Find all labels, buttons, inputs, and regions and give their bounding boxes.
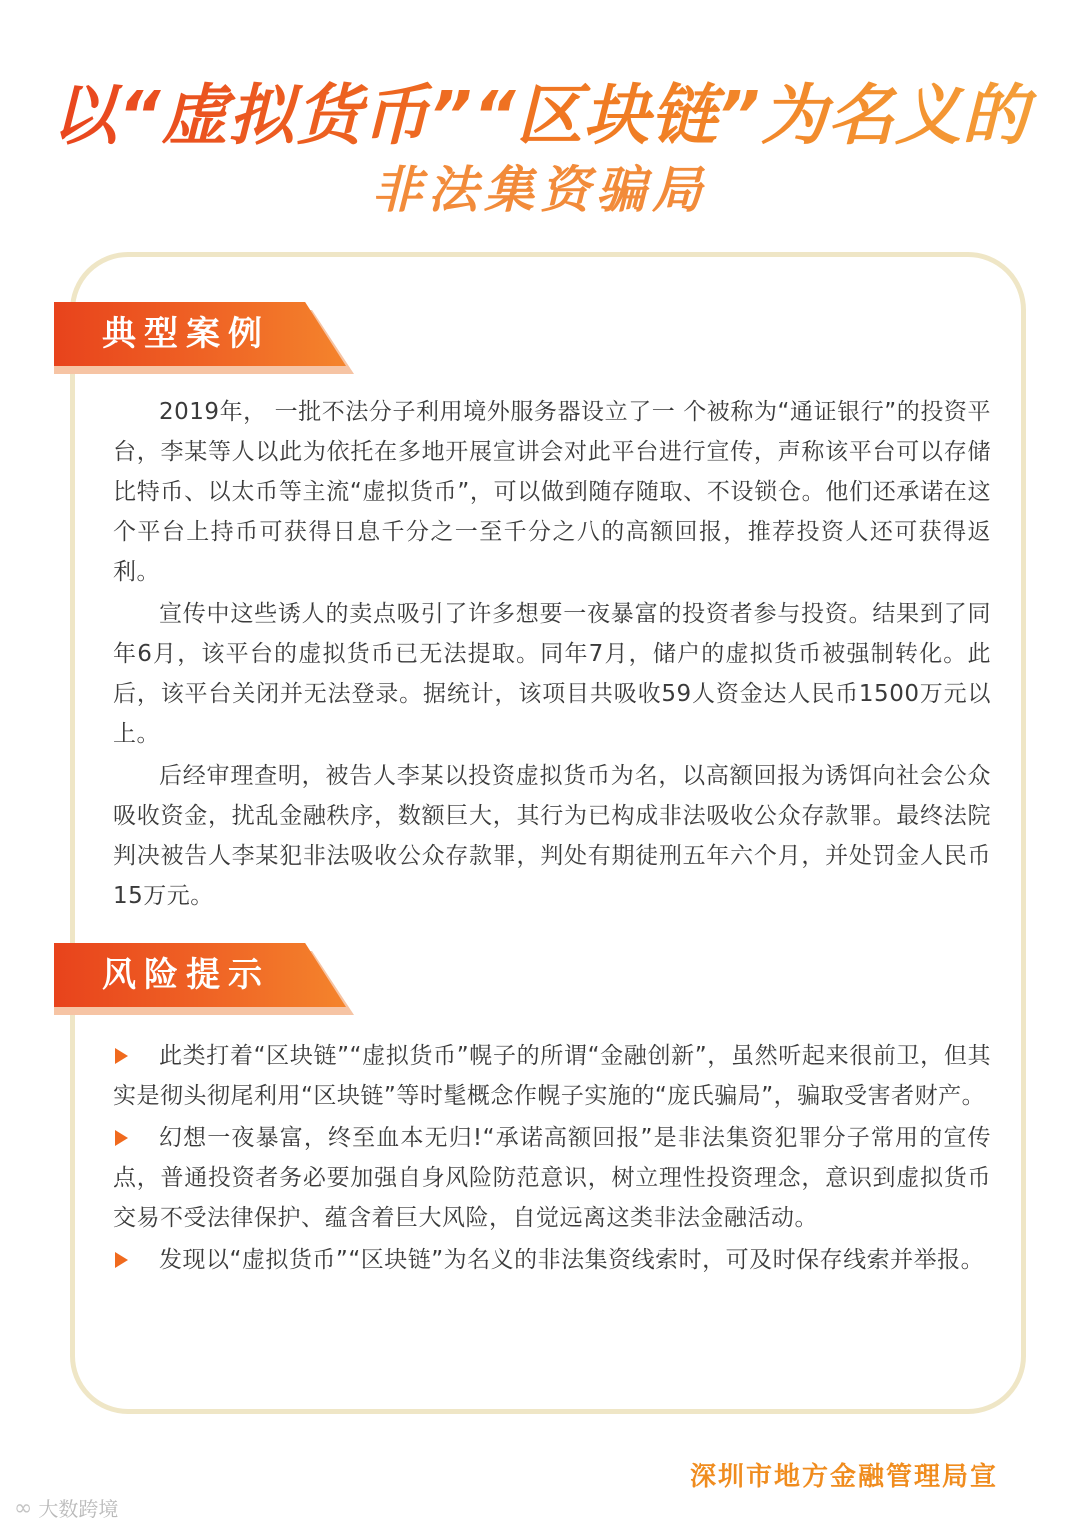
section-heading-risk: 风险提示 — [102, 955, 270, 995]
risk-item — [113, 1118, 991, 1238]
risk-item-text: 发现以“虚拟货币”“区块链”为名义的非法集资线索时，可及时保存线索并举报。 — [159, 1247, 985, 1273]
watermark — [14, 1494, 118, 1524]
risk-item-text: 幻想一夜暴富，终至血本无归!“承诺高额回报”是非法集资犯罪分子常用的宣传点，普通投资者务必要加强自身风险防范意识，树立理性投资理念，意识到虚拟货币交易不受法律保护、蕴含着巨大风险，自觉远离这类非法金融活动。 — [113, 1125, 991, 1231]
triangle-bullet-icon — [115, 1252, 128, 1268]
case-paragraph: 宣传中这些诱人的卖点吸引了许多想要一夜暴富的投资者参与投资。结果到了同年6月，该平台的虚拟货币已无法提取。同年7月，储户的虚拟货币被强制转化。此后，该平台关闭并无法登录。据统计，该项目共吸收59人资金达人民币1500万元以上。 — [113, 601, 991, 747]
watermark-text: 大数跨境 — [38, 1497, 119, 1521]
page-subtitle: 非法集资骗局 — [372, 161, 708, 219]
section-heading-case: 典型案例 — [102, 314, 270, 354]
risk-item — [113, 1240, 991, 1280]
case-paragraph: 2019年， 一批不法分子利用境外服务器设立了一 个被称为“通证银行”的投资平台，李某等人以此为依托在多地开展宣讲会对此平台进行宣传，声称该平台可以存储比特币、以太币等主流“虚拟货币”，可以做到随存随取、不设锁仓。他们还承诺在这个平台上持币可获得日息千分之一至千分之八的高额回报，推荐投资人还可获得返利。 — [113, 399, 991, 585]
section-tag-case — [54, 302, 354, 366]
risk-item-text: 此类打着“区块链”“虚拟货币”幌子的所谓“金融创新”，虽然听起来很前卫，但其实是彻头彻尾利用“区块链”等时髦概念作幌子实施的“庞氏骗局”，骗取受害者财产。 — [113, 1043, 991, 1109]
risk-item — [113, 1036, 991, 1116]
triangle-bullet-icon — [115, 1048, 128, 1064]
footer-credit: 深圳市地方金融管理局宣 — [689, 1462, 998, 1492]
case-body — [113, 392, 991, 918]
infinity-logo-icon: ∞ — [14, 1496, 33, 1521]
case-paragraph: 后经审理查明，被告人李某以投资虚拟货币为名，以高额回报为诱饵向社会公众吸收资金，扰乱金融秩序，数额巨大，其行为已构成非法吸收公众存款罪。最终法院判决被告人李某犯非法吸收公众存款罪，判处有期徒刑五年六个月，并处罚金人民币15万元。 — [113, 763, 991, 909]
triangle-bullet-icon — [115, 1130, 128, 1146]
page-title: 以“虚拟货币”“区块链”为名义的 — [0, 62, 1080, 157]
section-tag-risk — [54, 943, 354, 1007]
risk-list — [113, 1036, 991, 1282]
